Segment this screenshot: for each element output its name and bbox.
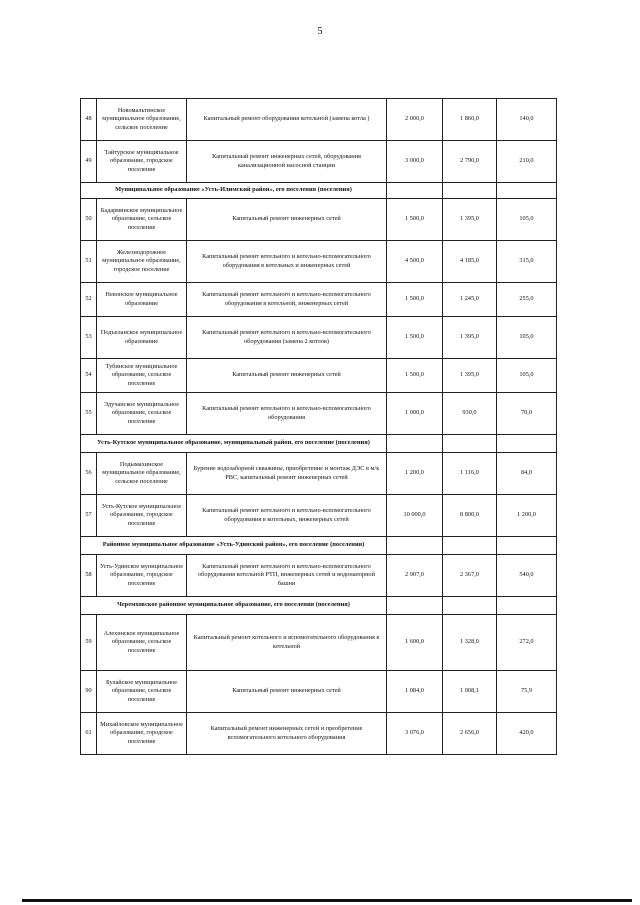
work-description-cell: Капитальный ремонт оборудования котельной (замена котла )	[187, 99, 387, 141]
row-number-cell: 49	[81, 141, 97, 183]
work-description-cell: Капитальный ремонт инженерных сетей	[187, 199, 387, 241]
local-amount-cell: 105,0	[497, 359, 557, 393]
row-number-cell: 61	[81, 713, 97, 755]
table-row	[81, 317, 557, 359]
row-number-cell: 56	[81, 453, 97, 495]
local-amount-cell: 70,0	[497, 393, 557, 435]
municipality-cell: Железнодорожное муниципальное образование, городское поселение	[97, 241, 187, 283]
local-amount-cell: 272,0	[497, 615, 557, 671]
section-title: Усть-Кутское муниципальное образование, муниципальный район, его поселение (поселения)	[81, 435, 387, 453]
municipality-cell: Эдучанское муниципальное образование, сельское поселение	[97, 393, 187, 435]
local-amount-cell: 105,0	[497, 317, 557, 359]
work-description-cell: Капитальный ремонт котельного и котельно-вспомогательного оборудования (замена 2 котлов)	[187, 317, 387, 359]
row-number-cell: 90	[81, 671, 97, 713]
section-row	[81, 435, 557, 453]
total-amount-cell: 3 000,0	[387, 141, 443, 183]
regional-amount-cell: 4 185,0	[443, 241, 497, 283]
section-empty-cell	[387, 597, 443, 615]
table-row	[81, 199, 557, 241]
municipality-cell: Михайловское муниципальное образование, городское поселение	[97, 713, 187, 755]
local-amount-cell: 255,0	[497, 283, 557, 317]
total-amount-cell: 1 500,0	[387, 359, 443, 393]
local-amount-cell: 315,0	[497, 241, 557, 283]
work-description-cell: Капитальный ремонт котельного и котельно-вспомогательного оборудования котельной РТП, инженерных сетей и водонапорной башни	[187, 555, 387, 597]
row-number-cell: 50	[81, 199, 97, 241]
table-row	[81, 283, 557, 317]
total-amount-cell: 1 084,0	[387, 671, 443, 713]
section-empty-cell	[497, 435, 557, 453]
municipality-cell: Подъеланское муниципальное образование	[97, 317, 187, 359]
table-row	[81, 615, 557, 671]
regional-amount-cell: 1 395,0	[443, 317, 497, 359]
work-description-cell: Капитальный ремонт инженерных сетей и преобретение вспомогательного котельного оборудования	[187, 713, 387, 755]
section-row	[81, 183, 557, 199]
funding-table-body	[81, 99, 557, 755]
work-description-cell: Капитальный ремонт инженерных сетей	[187, 359, 387, 393]
municipality-cell: Булайское муниципальное образование, сельское поселение	[97, 671, 187, 713]
table-row	[81, 393, 557, 435]
regional-amount-cell: 1 395,0	[443, 199, 497, 241]
work-description-cell: Капитальный ремонт инженерных сетей	[187, 671, 387, 713]
municipality-cell: Невонское муниципальное образование	[97, 283, 187, 317]
municipality-cell: Подымахинское муниципальное образование, сельское поселение	[97, 453, 187, 495]
municipality-cell: Новомальтинское муниципальное образование, сельское поселение	[97, 99, 187, 141]
section-empty-cell	[443, 537, 497, 555]
row-number-cell: 53	[81, 317, 97, 359]
regional-amount-cell: 1 008,1	[443, 671, 497, 713]
section-row	[81, 537, 557, 555]
local-amount-cell: 105,0	[497, 199, 557, 241]
row-number-cell: 55	[81, 393, 97, 435]
section-empty-cell	[387, 537, 443, 555]
table-row	[81, 359, 557, 393]
total-amount-cell: 2 907,0	[387, 555, 443, 597]
section-empty-cell	[497, 537, 557, 555]
regional-amount-cell: 1 245,0	[443, 283, 497, 317]
row-number-cell: 52	[81, 283, 97, 317]
work-description-cell: Бурение водозаборной скважины, приобретение и монтаж ДЭС в м/к РВС, капитальный ремонт инженерных сетей	[187, 453, 387, 495]
municipality-cell: Тубинское муниципальное образование, сельское поселение	[97, 359, 187, 393]
work-description-cell: Капитальный ремонт котельного и котельно-вспомогательного оборудования в котельной, инженерных сетей	[187, 283, 387, 317]
table-row	[81, 141, 557, 183]
total-amount-cell: 1 500,0	[387, 283, 443, 317]
table-row	[81, 555, 557, 597]
table-row	[81, 671, 557, 713]
local-amount-cell: 1 200,0	[497, 495, 557, 537]
regional-amount-cell: 2 790,0	[443, 141, 497, 183]
regional-amount-cell: 1 395,0	[443, 359, 497, 393]
local-amount-cell: 420,0	[497, 713, 557, 755]
total-amount-cell: 1 200,0	[387, 453, 443, 495]
table-row	[81, 99, 557, 141]
total-amount-cell: 1 500,0	[387, 317, 443, 359]
footer-line	[22, 899, 632, 902]
section-empty-cell	[443, 183, 497, 199]
local-amount-cell: 84,0	[497, 453, 557, 495]
work-description-cell: Капитальный ремонт инженерных сетей, оборудования канализационной насосной станции	[187, 141, 387, 183]
municipality-cell: Бадарминское муниципальное образование, сельское поселение	[97, 199, 187, 241]
work-description-cell: Капитальный ремонт котельного и вспомогательного оборудования в котельной	[187, 615, 387, 671]
regional-amount-cell: 1 116,0	[443, 453, 497, 495]
work-description-cell: Капитальный ремонт котельного и котельно-вспомогательного оборудования в котельных, инженерных сетей	[187, 495, 387, 537]
section-empty-cell	[497, 183, 557, 199]
regional-amount-cell: 1 860,0	[443, 99, 497, 141]
total-amount-cell: 10 000,0	[387, 495, 443, 537]
municipality-cell: Алехинское муниципальное образование, сельское поселение	[97, 615, 187, 671]
row-number-cell: 57	[81, 495, 97, 537]
section-title: Муниципальное образование «Усть-Илимский район», его поселения (поселения)	[81, 183, 387, 199]
work-description-cell: Капитальный ремонт котельного и котельно-вспомогательного оборудования в котельных и инженерных сетей	[187, 241, 387, 283]
row-number-cell: 54	[81, 359, 97, 393]
regional-amount-cell: 8 800,0	[443, 495, 497, 537]
section-empty-cell	[443, 597, 497, 615]
table-row	[81, 713, 557, 755]
table-row	[81, 495, 557, 537]
section-empty-cell	[387, 183, 443, 199]
regional-amount-cell: 2 367,0	[443, 555, 497, 597]
section-empty-cell	[443, 435, 497, 453]
total-amount-cell: 3 076,0	[387, 713, 443, 755]
local-amount-cell: 540,0	[497, 555, 557, 597]
municipality-cell: Усть-Удинское муниципальное образование, городское поселение	[97, 555, 187, 597]
section-row	[81, 597, 557, 615]
page-number: 5	[317, 26, 323, 37]
row-number-cell: 59	[81, 615, 97, 671]
regional-amount-cell: 930,0	[443, 393, 497, 435]
section-empty-cell	[387, 435, 443, 453]
section-title: Районное муниципальное образование «Усть-Удинский район», его поселение (поселения)	[81, 537, 387, 555]
local-amount-cell: 140,0	[497, 99, 557, 141]
table-row	[81, 241, 557, 283]
local-amount-cell: 210,0	[497, 141, 557, 183]
section-empty-cell	[497, 597, 557, 615]
work-description-cell: Капитальный ремонт котельного и котельно-вспомогательного оборудования	[187, 393, 387, 435]
total-amount-cell: 2 000,0	[387, 99, 443, 141]
total-amount-cell: 1 600,0	[387, 615, 443, 671]
funding-table	[80, 98, 557, 755]
municipality-cell: Усть-Кутское муниципальное образование, городское поселение	[97, 495, 187, 537]
row-number-cell: 48	[81, 99, 97, 141]
regional-amount-cell: 1 328,0	[443, 615, 497, 671]
total-amount-cell: 1 500,0	[387, 199, 443, 241]
row-number-cell: 51	[81, 241, 97, 283]
table-row	[81, 453, 557, 495]
total-amount-cell: 4 500,0	[387, 241, 443, 283]
municipality-cell: Тайтурское муниципальное образование, городское поселение	[97, 141, 187, 183]
section-title: Черемховское районное муниципальное образование, его поселения (поселения)	[81, 597, 387, 615]
local-amount-cell: 75,9	[497, 671, 557, 713]
regional-amount-cell: 2 656,0	[443, 713, 497, 755]
row-number-cell: 58	[81, 555, 97, 597]
total-amount-cell: 1 000,0	[387, 393, 443, 435]
